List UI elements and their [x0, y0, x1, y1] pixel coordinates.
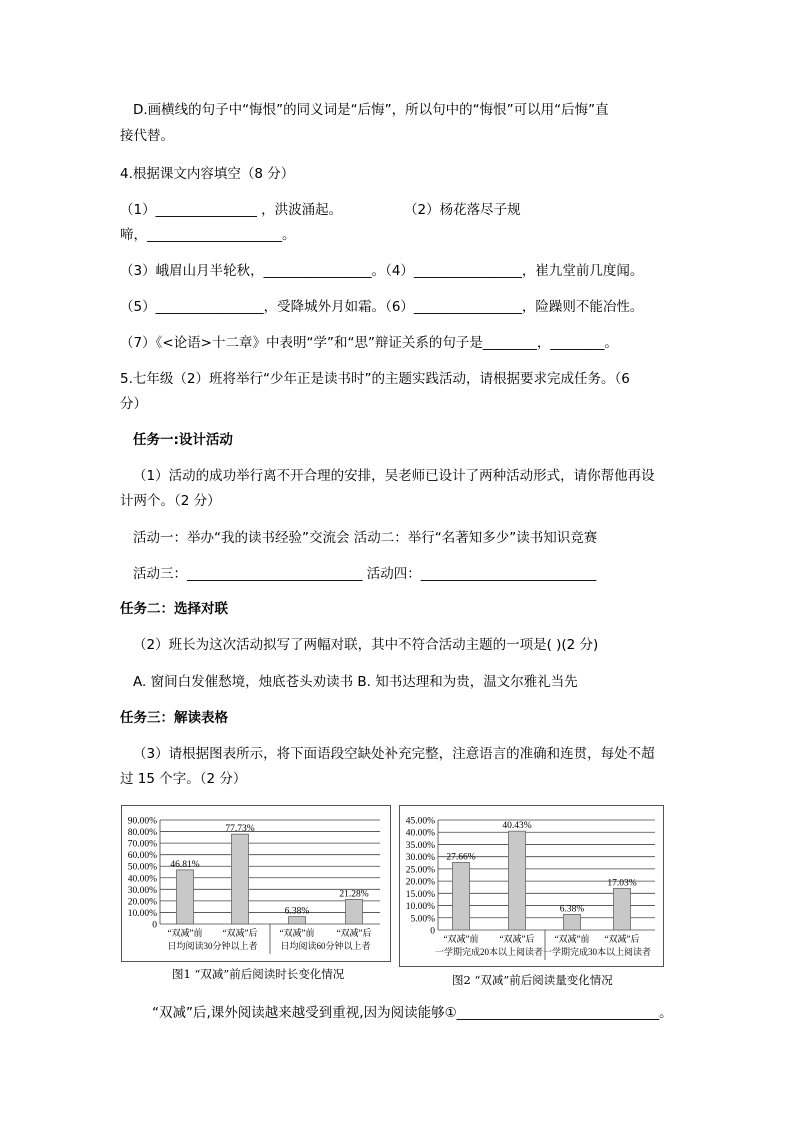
y-tick-label: 15.00%: [405, 889, 435, 900]
y-tick-label: 30.00%: [127, 885, 157, 896]
bar: [289, 917, 306, 924]
chart-2-caption: 图2 “双减”前后阅读量变化情况: [452, 973, 613, 987]
activities-3-4: 活动三：__________________________ 活动四：__________________________: [133, 566, 597, 582]
y-tick-label: 70.00%: [127, 839, 157, 850]
chart-1-frame: [121, 805, 391, 962]
y-tick-label: 40.00%: [405, 828, 435, 839]
q5-title-line1: 5.七年级（2）班将举行“少年正是读书时”的主题实践活动，请根据要求完成任务。（6: [120, 371, 630, 387]
y-tick-label: 35.00%: [405, 840, 435, 851]
bar: [509, 831, 526, 930]
task3-question-line1: （3）请根据图表所示，将下面语段空缺处补充完整，注意语言的准确和连贯，每处不超: [133, 746, 655, 762]
activities-1-2: 活动一：举办“我的读书经验”交流会 活动二：举行“名著知多少”读书知识竞赛: [133, 530, 598, 546]
q3-option-d-line1: D.画横线的句子中“悔恨”的同义词是“后悔”，所以句中的“悔恨”可以用“后悔”直: [133, 102, 609, 118]
bar: [453, 862, 470, 930]
fill-in-sentence: “双减”后,课外阅读越来越受到重视,因为阅读能够①______________________________。: [152, 1005, 673, 1021]
task3-heading: 任务三：解读表格: [120, 710, 228, 726]
task3-question-line2: 过 15 个字。（2 分）: [120, 771, 247, 787]
chart-1: [122, 806, 390, 961]
y-tick-label: 50.00%: [127, 862, 157, 873]
x-tick-label: “双减”后: [604, 934, 640, 944]
chart-1-caption: 图1 “双减”前后阅读时长变化情况: [172, 967, 345, 981]
group-label: 一学期完成20本以上阅读者: [434, 947, 544, 957]
y-tick-label: 10.00%: [405, 902, 435, 913]
chart-2-frame: [399, 805, 664, 967]
q4-title: 4.根据课文内容填空（8 分）: [120, 166, 295, 182]
group-label: 日均阅读60分钟以上者: [280, 941, 371, 951]
y-tick-label: 60.00%: [127, 851, 157, 862]
x-tick-label: “双减”前: [167, 928, 203, 938]
y-tick-label: 0: [152, 920, 157, 931]
q3-option-d-line2: 接代替。: [120, 128, 174, 144]
task1-question-line1: （1）活动的成功举行离不开合理的安排，吴老师已设计了两种活动形式，请你帮他再设: [133, 468, 655, 484]
y-tick-label: 20.00%: [405, 877, 435, 888]
q4-item-5-6: （5）________________，受降城外月如霜。（6）________________，险躁则不能冶性。: [120, 299, 644, 315]
group-label: 日均阅读30分钟以上者: [167, 941, 258, 951]
data-label: 46.81%: [170, 859, 200, 870]
q4-item-3-4: （3）峨眉山月半轮秋，________________。（4）________________，崔九堂前几度闻。: [120, 263, 644, 279]
x-tick-label: “双减”前: [443, 934, 479, 944]
q4-item-2: （2）杨花落尽子规: [404, 202, 521, 218]
data-label: 6.38%: [559, 904, 585, 915]
group-label: 一学期完成30本以上阅读者: [542, 947, 652, 957]
q4-item-7: （7）《<论语>十二章》中表明“学”和“思”辩证关系的句子是________，________。: [120, 335, 618, 351]
data-label: 21.28%: [339, 889, 369, 900]
q5-title-line2: 分）: [120, 396, 147, 412]
y-tick-label: 80.00%: [127, 828, 157, 839]
y-tick-label: 20.00%: [127, 897, 157, 908]
y-tick-label: 10.00%: [127, 908, 157, 919]
y-tick-label: 0: [430, 926, 435, 937]
x-tick-label: “双减”后: [499, 934, 535, 944]
q4-item-1: （1）_______________ ，洪波涌起。: [120, 202, 343, 218]
bar: [232, 834, 249, 924]
bar: [564, 914, 581, 930]
q4-item-2-cont: 啼，____________________。: [120, 227, 296, 243]
y-tick-label: 40.00%: [127, 874, 157, 885]
task1-heading: 任务一:设计活动: [133, 432, 233, 448]
bar: [614, 888, 631, 930]
y-tick-label: 30.00%: [405, 853, 435, 864]
chart-2: [400, 806, 663, 966]
y-tick-label: 45.00%: [405, 816, 435, 827]
bar: [177, 870, 194, 924]
y-tick-label: 90.00%: [127, 816, 157, 827]
data-label: 27.66%: [446, 852, 476, 863]
y-tick-label: 25.00%: [405, 865, 435, 876]
task2-question: （2）班长为这次活动拟写了两幅对联，其中不符合活动主题的一项是( )(2 分): [133, 637, 599, 653]
task1-question-line2: 计两个。（2 分）: [120, 493, 221, 509]
bar: [346, 899, 363, 924]
y-tick-label: 5.00%: [410, 914, 435, 925]
x-tick-label: “双减”后: [222, 928, 258, 938]
task2-heading: 任务二：选择对联: [120, 601, 228, 617]
data-label: 77.73%: [225, 824, 255, 835]
data-label: 17.03%: [607, 878, 637, 889]
data-label: 6.38%: [284, 906, 310, 917]
task2-options: A. 窗间白发催愁境，烛底苍头劝读书 B. 知书达理和为贵，温文尔雅礼当先: [133, 674, 578, 690]
data-label: 40.43%: [502, 821, 532, 832]
x-tick-label: “双减”前: [279, 928, 315, 938]
x-tick-label: “双减”后: [336, 928, 372, 938]
x-tick-label: “双减”前: [554, 934, 590, 944]
